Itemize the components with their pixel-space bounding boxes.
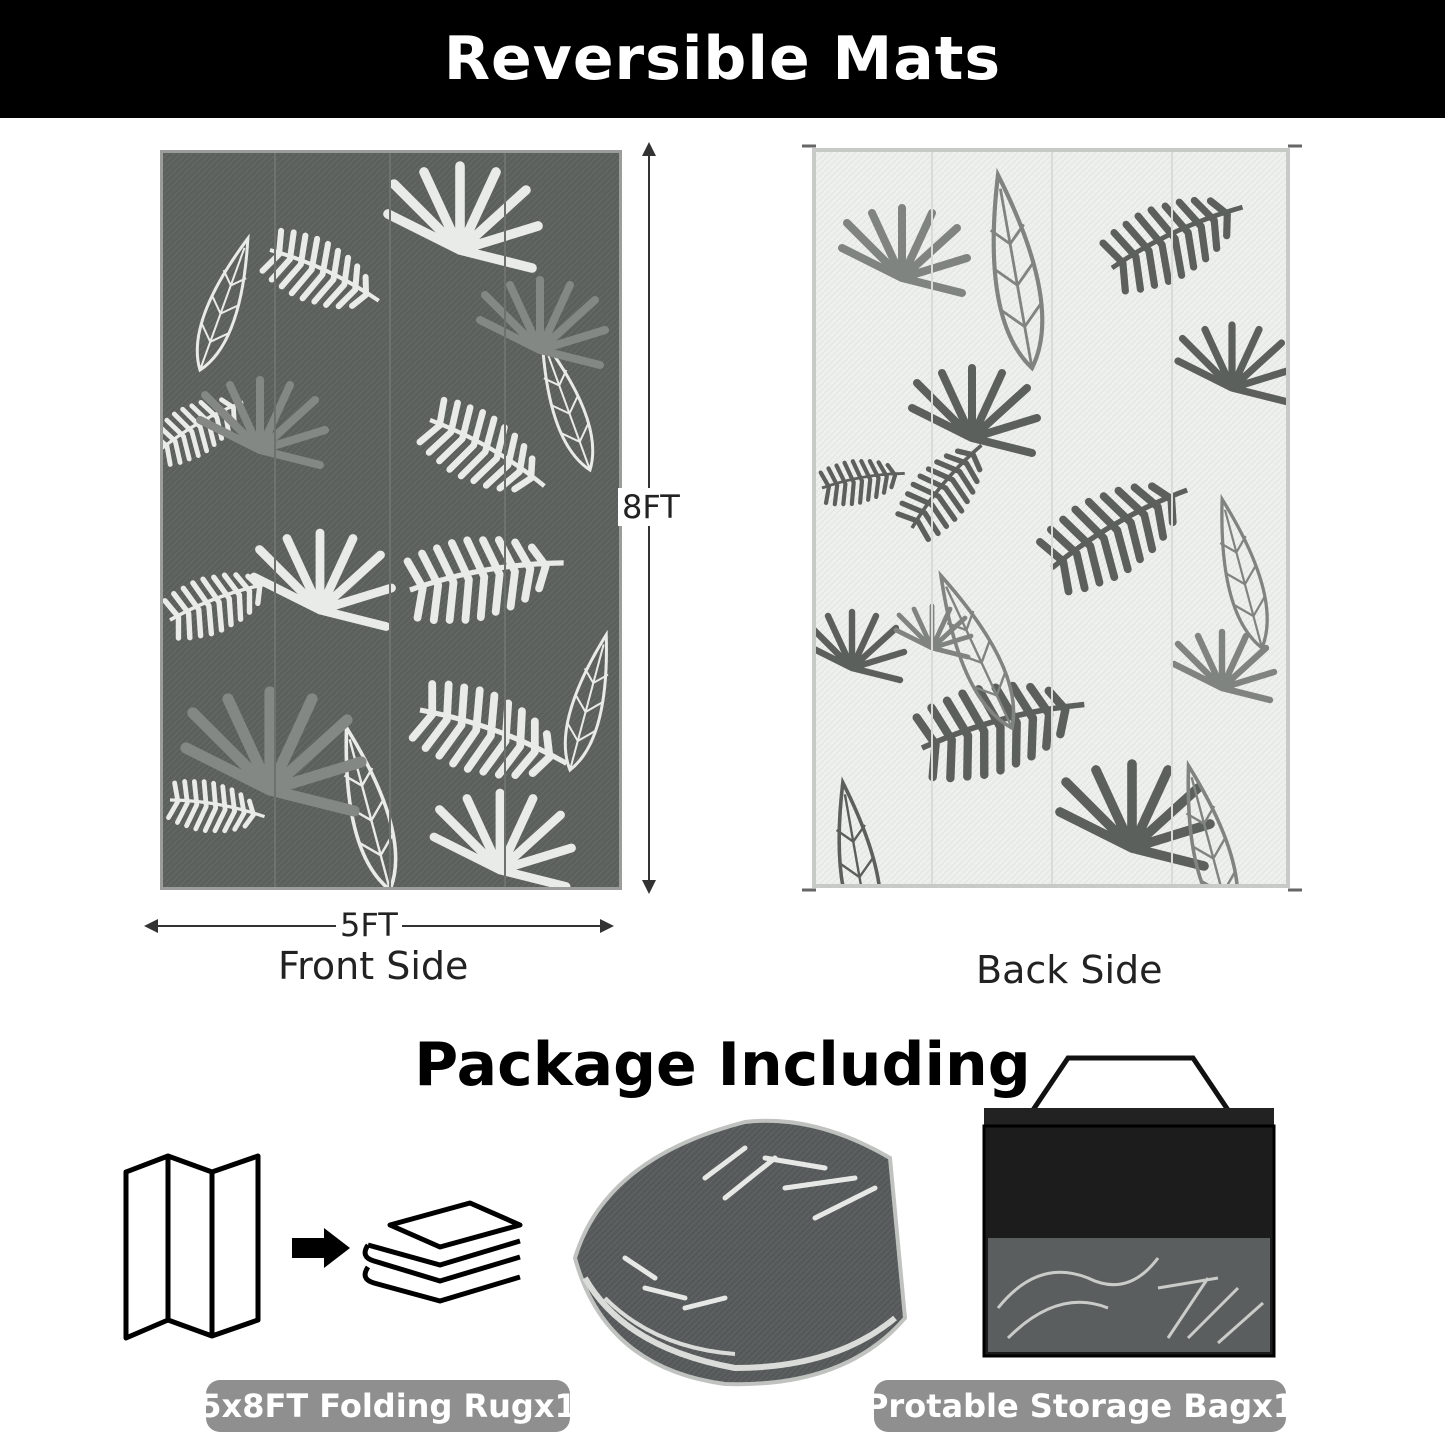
storage-bag-badge: Protable Storage Bagx1 <box>874 1380 1286 1432</box>
front-mat-image <box>160 150 622 890</box>
header-banner <box>0 0 1445 118</box>
folding-rug-badge: 5x8FT Folding Rugx1 <box>206 1380 570 1432</box>
front-side-label: Front Side <box>278 944 469 988</box>
folded-stack-icon <box>360 1195 530 1305</box>
rolled-rug-image <box>565 1118 910 1388</box>
package-title: Package Including <box>414 1030 1031 1100</box>
height-label: 8FT <box>618 488 684 526</box>
arrow-right-icon <box>290 1228 352 1268</box>
page-title: Reversible Mats <box>443 24 1002 94</box>
back-mat-edge-ticks <box>802 144 1302 892</box>
width-label: 5FT <box>336 906 402 944</box>
storage-bag-image <box>978 1048 1278 1358</box>
fold-diagram-icon <box>120 1150 265 1345</box>
back-side-label: Back Side <box>976 948 1163 992</box>
